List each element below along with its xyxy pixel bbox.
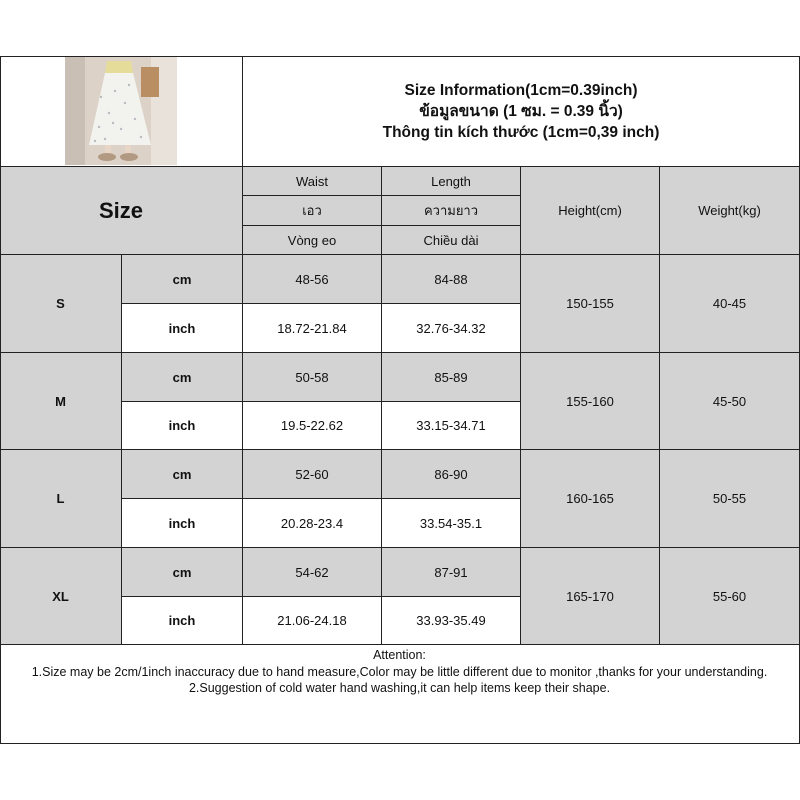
height-s: 150-155 <box>521 255 660 353</box>
product-photo <box>65 57 177 165</box>
height-xl: 165-170 <box>521 548 660 645</box>
length-header-th: ความยาว <box>382 196 521 226</box>
length-header-en: Length <box>382 167 521 196</box>
length-cm-m: 85-89 <box>382 353 521 402</box>
length-cm-s: 84-88 <box>382 255 521 304</box>
size-label-xl: XL <box>0 548 122 645</box>
length-header-vi: Chiều dài <box>382 226 521 255</box>
weight-l: 50-55 <box>660 450 800 548</box>
weight-s: 40-45 <box>660 255 800 353</box>
size-label-l: L <box>0 450 122 548</box>
attention-title: Attention: <box>373 648 426 662</box>
unit-inch: inch <box>122 304 243 353</box>
title-line-english: Size Information(1cm=0.39inch) <box>404 81 638 99</box>
length-inch-xl: 33.93-35.49 <box>382 597 521 645</box>
unit-cm: cm <box>122 353 243 402</box>
waist-inch-m: 19.5-22.62 <box>243 402 382 450</box>
product-photo-cell <box>0 56 243 167</box>
waist-header-en: Waist <box>243 167 382 196</box>
height-l: 160-165 <box>521 450 660 548</box>
unit-cm: cm <box>122 255 243 304</box>
unit-cm: cm <box>122 548 243 597</box>
length-cm-xl: 87-91 <box>382 548 521 597</box>
height-m: 155-160 <box>521 353 660 450</box>
waist-cm-m: 50-58 <box>243 353 382 402</box>
unit-inch: inch <box>122 402 243 450</box>
waist-inch-l: 20.28-23.4 <box>243 499 382 548</box>
waist-header-vi: Vòng eo <box>243 226 382 255</box>
attention-note-1: 1.Size may be 2cm/1inch inaccuracy due to hand measure,Color may be little different due to monitor ,thanks for your understanding. <box>31 664 768 679</box>
size-info-title <box>243 56 800 167</box>
height-header: Height(cm) <box>521 167 660 255</box>
weight-xl: 55-60 <box>660 548 800 645</box>
title-line-thai: ข้อมูลขนาด (1 ซม. = 0.39 นิ้ว) <box>419 102 623 120</box>
unit-inch: inch <box>122 597 243 645</box>
length-inch-l: 33.54-35.1 <box>382 499 521 548</box>
length-inch-s: 32.76-34.32 <box>382 304 521 353</box>
attention-notes <box>0 645 800 744</box>
waist-cm-xl: 54-62 <box>243 548 382 597</box>
weight-m: 45-50 <box>660 353 800 450</box>
size-label-s: S <box>0 255 122 353</box>
weight-header: Weight(kg) <box>660 167 800 255</box>
waist-inch-xl: 21.06-24.18 <box>243 597 382 645</box>
size-chart <box>0 56 800 746</box>
waist-header-th: เอว <box>243 196 382 226</box>
length-cm-l: 86-90 <box>382 450 521 499</box>
waist-cm-l: 52-60 <box>243 450 382 499</box>
unit-inch: inch <box>122 499 243 548</box>
waist-inch-s: 18.72-21.84 <box>243 304 382 353</box>
waist-cm-s: 48-56 <box>243 255 382 304</box>
unit-cm: cm <box>122 450 243 499</box>
length-inch-m: 33.15-34.71 <box>382 402 521 450</box>
size-label-m: M <box>0 353 122 450</box>
attention-note-2: 2.Suggestion of cold water hand washing,it can help items keep their shape. <box>188 681 611 695</box>
title-line-vietnamese: Thông tin kích thước (1cm=0,39 inch) <box>382 123 660 141</box>
skirt-model-image <box>65 57 177 165</box>
size-header: Size <box>0 167 243 255</box>
